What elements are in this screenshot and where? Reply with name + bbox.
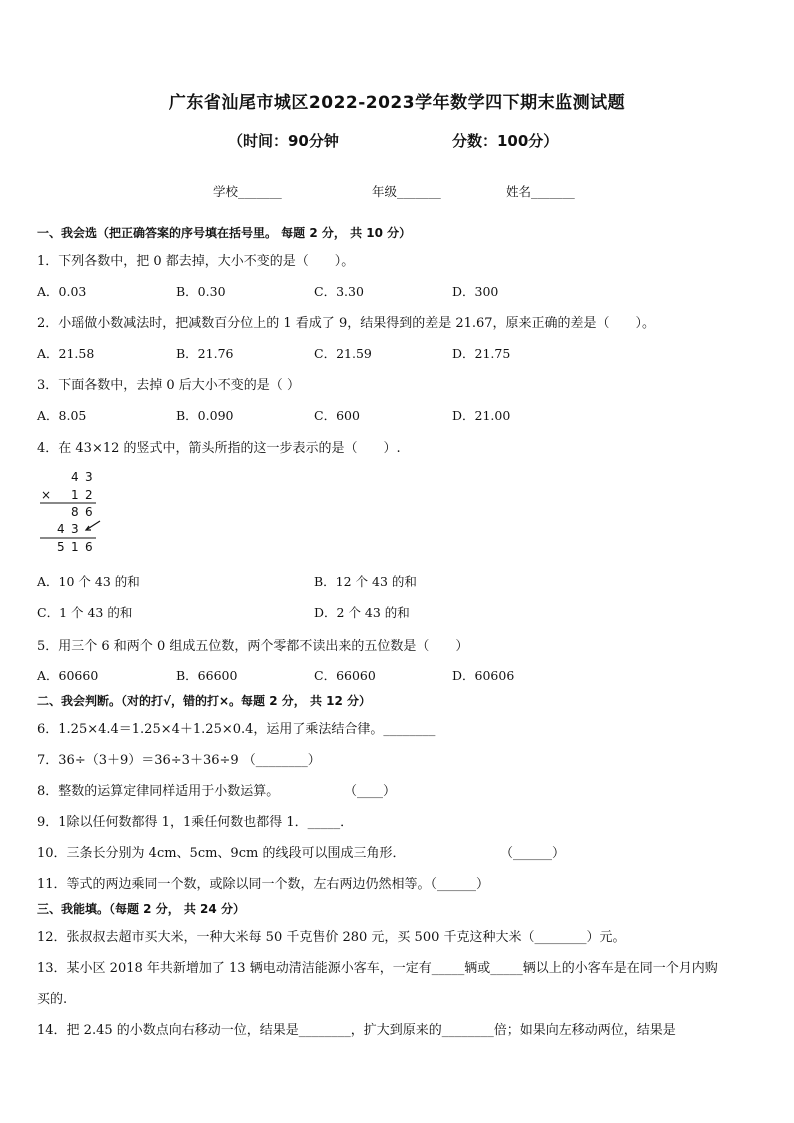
q2-option-c[interactable]: C．21.59 (314, 346, 372, 361)
vm-digit: 6 (85, 505, 93, 519)
exam-time: （时间：90分钟 (228, 132, 339, 150)
question-11: 11．等式的两边乘同一个数，或除以同一个数，左右两边仍然相等。（______） (37, 877, 490, 892)
section-3-heading: 三、我能填。（每题 2 分， 共 24 分） (37, 902, 245, 916)
exam-title: 广东省汕尾市城区2022-2023学年数学四下期末监测试题 (168, 93, 626, 113)
section-1-heading: 一、我会选（把正确答案的序号填在括号里。 每题 2 分， 共 10 分） (37, 226, 412, 240)
vm-digit: 3 (85, 470, 93, 484)
question-14: 14．把 2.45 的小数点向右移动一位，结果是________，扩大到原来的________倍；如果向左移动两位，结果是 (37, 1023, 676, 1038)
vm-digit: 4 (71, 470, 79, 484)
question-9: 9．1除以任何数都得 1，1乘任何数也都得 1．_____． (37, 815, 354, 830)
vm-digit: 1 (71, 540, 79, 554)
vm-lines (0, 0, 140, 560)
question-13: 13．某小区 2018 年共新增加了 13 辆电动清洁能源小客车，一定有_____辆或_____辆以上的小客车是在同一个月内购 (37, 961, 718, 976)
q1-option-b[interactable]: B．0.30 (176, 284, 226, 299)
q3-option-a[interactable]: A．8.05 (37, 408, 87, 423)
q3-option-d[interactable]: D．21.00 (452, 408, 511, 423)
vertical-multiplication (0, 0, 794, 560)
vm-digit: 6 (85, 540, 93, 554)
question-3: 3．下面各数中，去掉 0 后大小不变的是（ ） (37, 378, 300, 393)
q4-option-c[interactable]: C．1 个 43 的和 (37, 605, 133, 620)
q5-option-d[interactable]: D．60606 (452, 668, 515, 683)
vm-digit: 4 (57, 522, 65, 536)
q1-option-c[interactable]: C．3.30 (314, 284, 364, 299)
q2-option-b[interactable]: B．21.76 (176, 346, 234, 361)
section-2-heading: 二、我会判断。（对的打√，错的打×。每题 2 分， 共 12 分） (37, 694, 371, 708)
question-4: 4．在 43×12 的竖式中，箭头所指的这一步表示的是（ ）. (37, 441, 401, 456)
q2-option-d[interactable]: D．21.75 (452, 346, 511, 361)
question-2: 2．小瑶做小数减法时，把减数百分位上的 1 看成了 9，结果得到的差是 21.67，原来正确的差是（ ）。 (37, 316, 656, 331)
question-5: 5．用三个 6 和两个 0 组成五位数，两个零都不读出来的五位数是（ ） (37, 639, 469, 654)
q5-option-a[interactable]: A．60660 (37, 668, 99, 683)
vm-digit: 3 (71, 522, 79, 536)
q2-option-a[interactable]: A．21.58 (37, 346, 95, 361)
question-12: 12．张叔叔去超市买大米，一种大米每 50 千克售价 280 元，买 500 千克这种大米（________）元。 (37, 930, 626, 945)
q1-option-d[interactable]: D．300 (452, 284, 499, 299)
question-7: 7．36÷（3＋9）＝36÷3＋36÷9 （________） (37, 753, 321, 768)
question-10: 10．三条长分别为 4cm、5cm、9cm 的线段可以围成三角形． (37, 846, 406, 861)
vm-digit: 1 (71, 488, 79, 502)
q3-option-b[interactable]: B．0.090 (176, 408, 234, 423)
question-1: 1．下列各数中，把 0 都去掉，大小不变的是（ ）。 (37, 254, 355, 269)
vm-times-sign: × (41, 488, 52, 502)
school-field[interactable]: 学校_______ (213, 184, 282, 199)
exam-score: 分数：100分） (452, 132, 559, 150)
question-6: 6．1.25×4.4＝1.25×4＋1.25×0.4，运用了乘法结合律。________ (37, 722, 436, 737)
q3-option-c[interactable]: C．600 (314, 408, 360, 423)
q8-answer-blank[interactable]: （____） (344, 784, 397, 799)
question-8: 8．整数的运算定律同样适用于小数运算。 (37, 784, 280, 799)
q5-option-b[interactable]: B．66600 (176, 668, 238, 683)
q4-option-a[interactable]: A．10 个 43 的和 (37, 574, 140, 589)
vm-digit: 8 (71, 505, 79, 519)
vm-digit: 5 (57, 540, 65, 554)
name-field[interactable]: 姓名_______ (506, 184, 575, 199)
q4-option-d[interactable]: D．2 个 43 的和 (314, 605, 410, 620)
q4-option-b[interactable]: B．12 个 43 的和 (314, 574, 417, 589)
q5-option-c[interactable]: C．66060 (314, 668, 376, 683)
arrow-icon (86, 521, 100, 530)
q10-answer-blank[interactable]: （______） (500, 846, 566, 861)
vm-digit: 2 (85, 488, 93, 502)
question-13-continued: 买的. (37, 992, 68, 1007)
q1-option-a[interactable]: A．0.03 (37, 284, 87, 299)
grade-field[interactable]: 年级_______ (372, 184, 441, 199)
